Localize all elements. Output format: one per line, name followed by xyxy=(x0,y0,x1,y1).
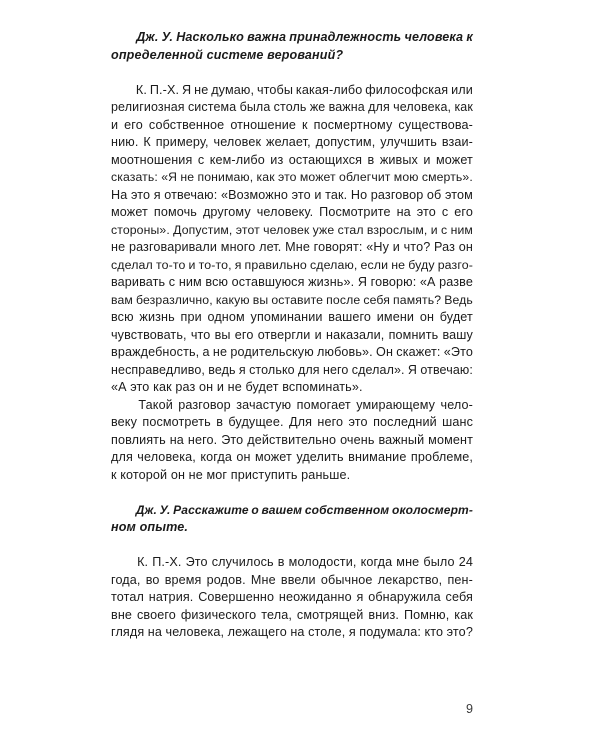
word: не xyxy=(194,82,209,97)
word: человек xyxy=(213,135,262,149)
word: физического xyxy=(180,607,257,622)
text-column xyxy=(111,29,473,642)
word: безразлично, xyxy=(136,292,213,307)
word: него xyxy=(322,362,349,377)
text-line xyxy=(111,327,473,345)
word: много xyxy=(220,240,256,254)
word: с xyxy=(441,205,449,219)
word: «Я xyxy=(161,170,178,184)
word: я xyxy=(356,590,364,604)
word: Он xyxy=(376,345,394,359)
question-paragraph xyxy=(111,502,473,537)
word: если xyxy=(360,257,389,272)
word: веку xyxy=(111,415,138,429)
word: то-то, xyxy=(198,257,232,272)
word: имени xyxy=(376,310,415,324)
word: разговор xyxy=(370,187,424,202)
word: с xyxy=(168,275,176,289)
word: это xyxy=(291,187,311,202)
word: взрослым, xyxy=(366,222,428,237)
word: оставшуюся xyxy=(231,275,305,289)
text-line xyxy=(111,99,473,117)
text-line xyxy=(111,624,473,642)
word: это xyxy=(130,187,151,202)
word: Помню, xyxy=(403,607,450,622)
word: и xyxy=(430,222,438,237)
word: помогает xyxy=(296,397,351,412)
word: уже xyxy=(312,222,335,237)
word: шанс xyxy=(442,415,473,429)
text-line xyxy=(111,187,473,205)
question-paragraph xyxy=(111,29,473,64)
word: взаи- xyxy=(441,135,473,149)
text-line xyxy=(111,257,473,275)
page-number: 9 xyxy=(465,702,473,716)
word: желает, xyxy=(266,135,311,149)
first-line-indent xyxy=(111,29,133,47)
word: пен- xyxy=(447,572,473,587)
word: на xyxy=(290,625,305,639)
word: жизнь xyxy=(139,310,175,324)
word: оставите xyxy=(271,292,324,307)
word: На xyxy=(111,187,128,202)
word: посмотреть xyxy=(142,415,211,429)
word: может xyxy=(254,450,292,464)
word: это xyxy=(416,205,436,219)
word: года, xyxy=(111,572,141,587)
word: проблеме, xyxy=(410,450,473,464)
word: будущее. xyxy=(228,415,284,429)
text-line xyxy=(111,222,473,240)
word: не xyxy=(212,345,228,359)
word: какую xyxy=(215,292,250,307)
word: К. xyxy=(135,82,147,97)
word: он xyxy=(458,240,473,254)
word: для xyxy=(297,362,320,377)
word: разговор xyxy=(178,397,231,412)
word: разговаривали xyxy=(128,240,218,254)
word: вашем xyxy=(261,502,303,517)
word: для xyxy=(111,450,133,464)
word: было xyxy=(423,555,455,569)
word: тела, xyxy=(261,607,292,622)
word: не xyxy=(391,257,406,272)
word: сделал xyxy=(111,257,153,272)
word: существова- xyxy=(398,117,473,132)
text-line: «А это как раз он и не будет вспоминать». xyxy=(111,380,363,394)
word: этом xyxy=(444,187,473,202)
word: вниз. xyxy=(368,607,399,622)
word: это? xyxy=(446,625,473,639)
word: это xyxy=(348,415,368,429)
word: об xyxy=(426,187,442,202)
word: на xyxy=(396,205,411,219)
text-line xyxy=(111,572,473,590)
word: сделаю, xyxy=(309,257,358,272)
word: собственное xyxy=(148,117,225,132)
word: ведь xyxy=(208,362,236,377)
word: молодости, xyxy=(288,555,357,569)
word: «Возможно xyxy=(220,187,289,202)
word: допустим, xyxy=(315,135,376,149)
text-line xyxy=(111,239,473,257)
word: столь xyxy=(273,100,307,114)
word: моотношения xyxy=(111,152,193,167)
word: 24 xyxy=(458,555,473,569)
word: как xyxy=(454,100,473,114)
word: философская xyxy=(365,82,449,97)
word: ним xyxy=(178,275,202,289)
word: нию. xyxy=(111,135,139,149)
word: околосмерт- xyxy=(392,502,473,517)
word: него xyxy=(317,415,344,429)
first-line-indent xyxy=(111,82,133,100)
word: может xyxy=(111,205,148,219)
word: может xyxy=(436,152,473,167)
word: К xyxy=(143,135,151,149)
word: Но xyxy=(350,187,368,202)
word: вам xyxy=(111,292,133,307)
word: помнить xyxy=(388,327,439,342)
word: о xyxy=(251,502,259,517)
word: я xyxy=(153,187,161,202)
word: я xyxy=(238,362,246,377)
word: при xyxy=(180,310,202,324)
word: отвергли xyxy=(257,327,311,342)
word: его xyxy=(124,117,143,132)
word: лекарство, xyxy=(377,572,443,587)
word: Допустим, xyxy=(173,222,233,237)
word: правильно xyxy=(244,257,307,272)
text-line xyxy=(111,169,473,187)
word: стороны». xyxy=(111,222,170,237)
word: религиозная xyxy=(111,100,185,114)
word: повлиять xyxy=(111,432,166,447)
word: когда xyxy=(200,450,232,464)
word: смерть». xyxy=(421,170,473,184)
word: Дж. xyxy=(135,502,157,517)
word: думаю, xyxy=(211,82,255,97)
word: Ведь xyxy=(444,292,473,307)
word: к xyxy=(302,117,308,132)
word: для xyxy=(368,100,390,114)
word: отвечаю: xyxy=(420,362,473,377)
word: Я xyxy=(182,82,192,97)
word: и xyxy=(314,327,322,342)
text-line xyxy=(111,449,473,467)
word: П.-Х. xyxy=(149,82,180,97)
word: в xyxy=(216,415,224,429)
word: облегчит xyxy=(339,170,391,184)
first-line-indent xyxy=(111,397,133,415)
word: Мне xyxy=(285,240,310,254)
word: с xyxy=(441,222,448,237)
word: варивать xyxy=(111,275,166,289)
text-line xyxy=(111,362,473,380)
word: смотрящей xyxy=(296,607,364,622)
word: кем-либо xyxy=(209,152,265,167)
word: момент xyxy=(428,432,473,447)
word: улучшить xyxy=(380,135,437,149)
answer-paragraph xyxy=(111,397,473,485)
word: обычное xyxy=(320,572,373,587)
word: вашу xyxy=(442,327,473,342)
word: этот xyxy=(235,222,260,237)
text-line: определенной системе верований? xyxy=(111,47,344,62)
word: как xyxy=(256,170,275,184)
word: говорю: xyxy=(370,275,417,289)
text-line xyxy=(111,152,473,170)
text-line xyxy=(111,397,473,415)
word: человеку. xyxy=(256,205,314,219)
word: стал xyxy=(337,222,364,237)
word: вы xyxy=(252,292,269,307)
word: Это xyxy=(221,432,244,447)
word: Посмотрите xyxy=(319,205,391,219)
first-line-indent xyxy=(111,502,133,520)
word: враждебность, xyxy=(111,345,200,359)
word: или xyxy=(451,82,473,97)
word: «А xyxy=(419,275,436,289)
word: человек xyxy=(263,222,310,237)
word: и xyxy=(111,117,119,132)
word: несправедливо, xyxy=(111,362,205,377)
text-line xyxy=(111,589,473,607)
word: не xyxy=(180,170,195,184)
word: столе, xyxy=(308,625,346,639)
word: сказать: xyxy=(111,170,158,184)
word: случилось xyxy=(211,555,274,569)
text-line xyxy=(111,607,473,625)
word: Раз xyxy=(434,240,456,254)
word: как xyxy=(454,607,473,622)
word: к xyxy=(466,30,473,44)
word: на xyxy=(169,432,184,447)
word: вне xyxy=(111,607,133,622)
word: во xyxy=(145,572,160,587)
word: вашего xyxy=(328,310,372,324)
word: человека, xyxy=(165,625,225,639)
word: зачастую xyxy=(236,397,292,412)
word: чело- xyxy=(440,397,473,412)
word: была xyxy=(239,100,271,114)
word: одном xyxy=(207,310,245,324)
word: живых xyxy=(379,152,418,167)
word: К. xyxy=(137,555,149,569)
word: человека xyxy=(404,30,464,44)
word: чтобы xyxy=(256,82,294,97)
word: отношение xyxy=(230,117,297,132)
word: может xyxy=(299,170,336,184)
word: Я xyxy=(407,362,418,377)
word: человека, xyxy=(137,450,196,464)
word: и xyxy=(188,257,196,272)
word: посмертному xyxy=(313,117,393,132)
word: понимаю, xyxy=(197,170,254,184)
word: «Это xyxy=(443,345,473,359)
word: «Ну xyxy=(366,240,390,254)
word: Мне xyxy=(250,572,276,587)
word: родов. xyxy=(206,572,246,587)
answer-paragraph xyxy=(111,82,473,397)
word: принадлежность xyxy=(289,30,402,44)
word: жизнь». xyxy=(308,275,355,289)
word: другому xyxy=(202,205,251,219)
word: важна xyxy=(247,30,287,44)
text-line xyxy=(111,432,473,450)
text-line xyxy=(111,117,473,135)
word: я xyxy=(234,257,242,272)
word: а xyxy=(202,345,210,359)
text-line xyxy=(111,344,473,362)
word: Совершенно xyxy=(198,590,275,604)
word: очень xyxy=(340,432,375,447)
word: кто xyxy=(424,625,444,639)
word: то-то xyxy=(155,257,186,272)
word: разве xyxy=(439,275,473,289)
word: что? xyxy=(403,240,431,254)
word: важный xyxy=(378,432,425,447)
word: мою xyxy=(393,170,419,184)
word: и xyxy=(392,240,400,254)
word: упоминании xyxy=(250,310,323,324)
word: память? xyxy=(393,292,442,307)
word: он xyxy=(236,450,251,464)
text-line: ном опыте. xyxy=(111,520,189,534)
word: вы xyxy=(214,327,231,342)
word: всю xyxy=(205,275,229,289)
word: наказали, xyxy=(326,327,385,342)
word: умирающему xyxy=(356,397,436,412)
word: скажет: xyxy=(396,345,441,359)
word: буду xyxy=(408,257,435,272)
word: время xyxy=(164,572,202,587)
word: будет xyxy=(439,310,473,324)
word: уделить xyxy=(296,450,344,464)
word: отвечаю: xyxy=(164,187,218,202)
word: и xyxy=(423,152,431,167)
word: действительно xyxy=(247,432,337,447)
word: из xyxy=(270,152,284,167)
word: него. xyxy=(187,432,218,447)
word: внимание xyxy=(348,450,407,464)
word: лет. xyxy=(259,240,282,254)
word: его xyxy=(234,327,254,342)
text-line xyxy=(111,204,473,222)
word: я xyxy=(348,625,356,639)
word: сделал». xyxy=(351,362,405,377)
word: когда xyxy=(360,555,393,569)
word: говорят: xyxy=(313,240,363,254)
word: и xyxy=(314,187,322,202)
word: обнаружила xyxy=(368,590,441,604)
text-line xyxy=(111,414,473,432)
word: в xyxy=(277,555,285,569)
word: своего xyxy=(136,607,176,622)
word: помочь xyxy=(153,205,197,219)
word: примеру, xyxy=(155,135,209,149)
answer-paragraph xyxy=(111,554,473,642)
text-line xyxy=(111,309,473,327)
word: Насколько xyxy=(176,30,244,44)
word: последний xyxy=(373,415,437,429)
text-line xyxy=(111,554,473,572)
word: себя xyxy=(445,590,473,604)
word: У. xyxy=(161,30,173,44)
word: на xyxy=(147,625,163,639)
word: неожиданно xyxy=(278,590,352,604)
word: П.-Х. xyxy=(152,555,182,569)
word: подумала: xyxy=(359,625,421,639)
word: же xyxy=(309,100,326,114)
text-line: к которой он не мог приступить раньше. xyxy=(111,467,351,482)
word: Это xyxy=(185,555,208,569)
word: натрия. xyxy=(148,590,194,604)
word: это xyxy=(277,170,297,184)
word: родительскую xyxy=(230,345,314,359)
word: всю xyxy=(111,310,134,324)
word: ним xyxy=(450,222,473,237)
word: его xyxy=(454,205,473,219)
word: важна xyxy=(328,100,365,114)
word: в xyxy=(367,152,375,167)
text-line xyxy=(111,29,473,47)
text-line xyxy=(111,292,473,310)
text-line xyxy=(111,134,473,152)
word: мне xyxy=(396,555,420,569)
word: У. xyxy=(159,502,171,517)
text-line xyxy=(111,82,473,100)
word: любовь». xyxy=(317,345,373,359)
word: ввели xyxy=(280,572,316,587)
word: Расскажите xyxy=(173,502,249,517)
word: что xyxy=(190,327,211,342)
word: так. xyxy=(325,187,348,202)
word: глядя xyxy=(111,625,145,639)
word: после xyxy=(326,292,361,307)
word: человека, xyxy=(393,100,452,114)
word: Дж. xyxy=(136,30,159,44)
word: столько xyxy=(249,362,295,377)
word: он xyxy=(419,310,435,324)
word: не xyxy=(111,240,126,254)
word: тотал xyxy=(111,590,144,604)
word: себя xyxy=(363,292,390,307)
text-line xyxy=(111,274,473,292)
word: разго- xyxy=(437,257,473,272)
first-line-indent xyxy=(111,554,133,572)
word: чувствовать, xyxy=(111,327,187,342)
text-line xyxy=(111,502,473,520)
word: собственном xyxy=(304,502,390,517)
word: остающихся xyxy=(288,152,363,167)
word: какая-либо xyxy=(295,82,363,97)
word: система xyxy=(187,100,237,114)
word: Я xyxy=(357,275,368,289)
word: Для xyxy=(288,415,313,429)
word: Такой xyxy=(138,397,173,412)
word: лежащего xyxy=(227,625,287,639)
word: с xyxy=(197,152,205,167)
